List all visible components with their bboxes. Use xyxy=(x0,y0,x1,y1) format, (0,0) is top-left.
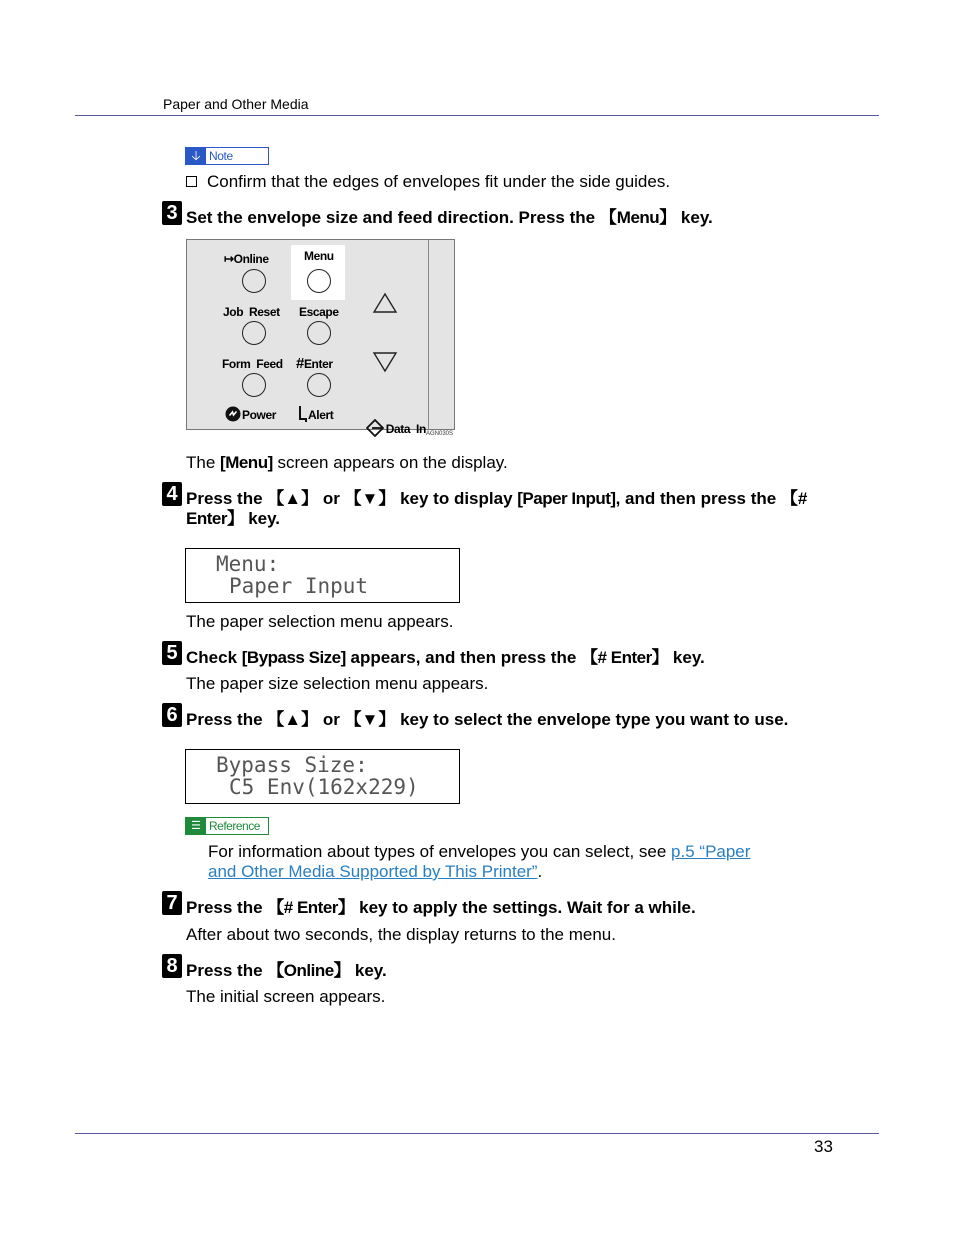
lcd-display-menu: Menu: Paper Input xyxy=(185,548,460,603)
step-3-result: The [Menu] screen appears on the display. xyxy=(186,453,508,472)
power-indicator: Power xyxy=(224,405,276,423)
footer-rule xyxy=(75,1133,879,1134)
menu-label: Menu xyxy=(304,249,334,263)
online-key[interactable] xyxy=(242,269,266,293)
reference-link-part2[interactable]: and Other Media Supported by This Printer” xyxy=(208,862,538,881)
header-rule xyxy=(75,115,879,116)
step-number-8: 8 xyxy=(162,954,182,978)
form-feed-key[interactable] xyxy=(242,373,266,397)
step-number-3: 3 xyxy=(162,201,182,225)
step-number-7: 7 xyxy=(162,891,182,915)
reference-label: Reference xyxy=(209,819,260,833)
figure-code: AGN030S xyxy=(426,431,454,437)
form-feed-label: Form Feed xyxy=(222,357,283,371)
data-in-icon xyxy=(366,419,386,437)
step-number-5: 5 xyxy=(162,641,182,665)
power-icon xyxy=(224,405,242,423)
step-6-instruction: Press the 【▲】 or 【▼】 key to select the envelope type you want to use. xyxy=(186,710,789,729)
enter-key[interactable] xyxy=(307,373,331,397)
step-3-instruction: Set the envelope size and feed direction. Press the 【Menu】 key. xyxy=(186,208,713,227)
reference-badge xyxy=(185,817,269,835)
step-5-instruction: Check [Bypass Size] appears, and then press the 【# Enter】 key. xyxy=(186,648,705,667)
page-number: 33 xyxy=(814,1137,833,1156)
document-icon: ☰ xyxy=(186,818,206,834)
data-in-indicator: Data In xyxy=(354,405,426,451)
step-4-instruction-line1: Press the 【▲】 or 【▼】 key to display [Paper Input], and then press the 【# xyxy=(186,489,808,508)
step-7-result: After about two seconds, the display returns to the menu. xyxy=(186,925,616,944)
note-label: Note xyxy=(209,149,233,163)
step-7-instruction: Press the 【# Enter】 key to apply the settings. Wait for a while. xyxy=(186,898,696,917)
down-arrow-icon: 🡣 xyxy=(186,148,206,164)
reference-text-line2: and Other Media Supported by This Printer”. xyxy=(208,862,543,881)
step-4-instruction-line2: Enter】 key. xyxy=(186,509,281,528)
note-item: Confirm that the edges of envelopes fit under the side guides. xyxy=(186,172,670,192)
reference-text-line1: For information about types of envelopes you can select, see p.5 “Paper xyxy=(208,842,751,861)
running-header: Paper and Other Media xyxy=(163,96,309,112)
escape-key[interactable] xyxy=(307,321,331,345)
escape-label: Escape xyxy=(299,305,339,319)
step-8-instruction: Press the 【Online】 key. xyxy=(186,961,387,980)
step-5-result: The paper size selection menu appears. xyxy=(186,674,489,693)
reference-link-part1[interactable]: p.5 “Paper xyxy=(671,842,751,861)
online-label: ↦Online xyxy=(224,252,269,266)
job-reset-key[interactable] xyxy=(242,321,266,345)
alert-indicator: Alert xyxy=(298,405,333,423)
checkbox-icon xyxy=(186,176,197,187)
step-number-4: 4 xyxy=(162,482,182,506)
step-number-6: 6 xyxy=(162,703,182,727)
job-reset-label: Job Reset xyxy=(223,305,280,319)
lcd-display-bypass-size: Bypass Size: C5 Env(162x229) xyxy=(185,749,460,804)
up-arrow-key[interactable] xyxy=(372,292,398,314)
down-arrow-key[interactable] xyxy=(372,351,398,373)
alert-icon xyxy=(298,405,308,423)
enter-label: #Enter xyxy=(296,355,333,372)
hash-icon: # xyxy=(296,355,304,372)
menu-key[interactable] xyxy=(307,269,331,293)
step-8-result: The initial screen appears. xyxy=(186,987,386,1006)
note-badge xyxy=(185,147,269,165)
step-4-result: The paper selection menu appears. xyxy=(186,612,454,631)
